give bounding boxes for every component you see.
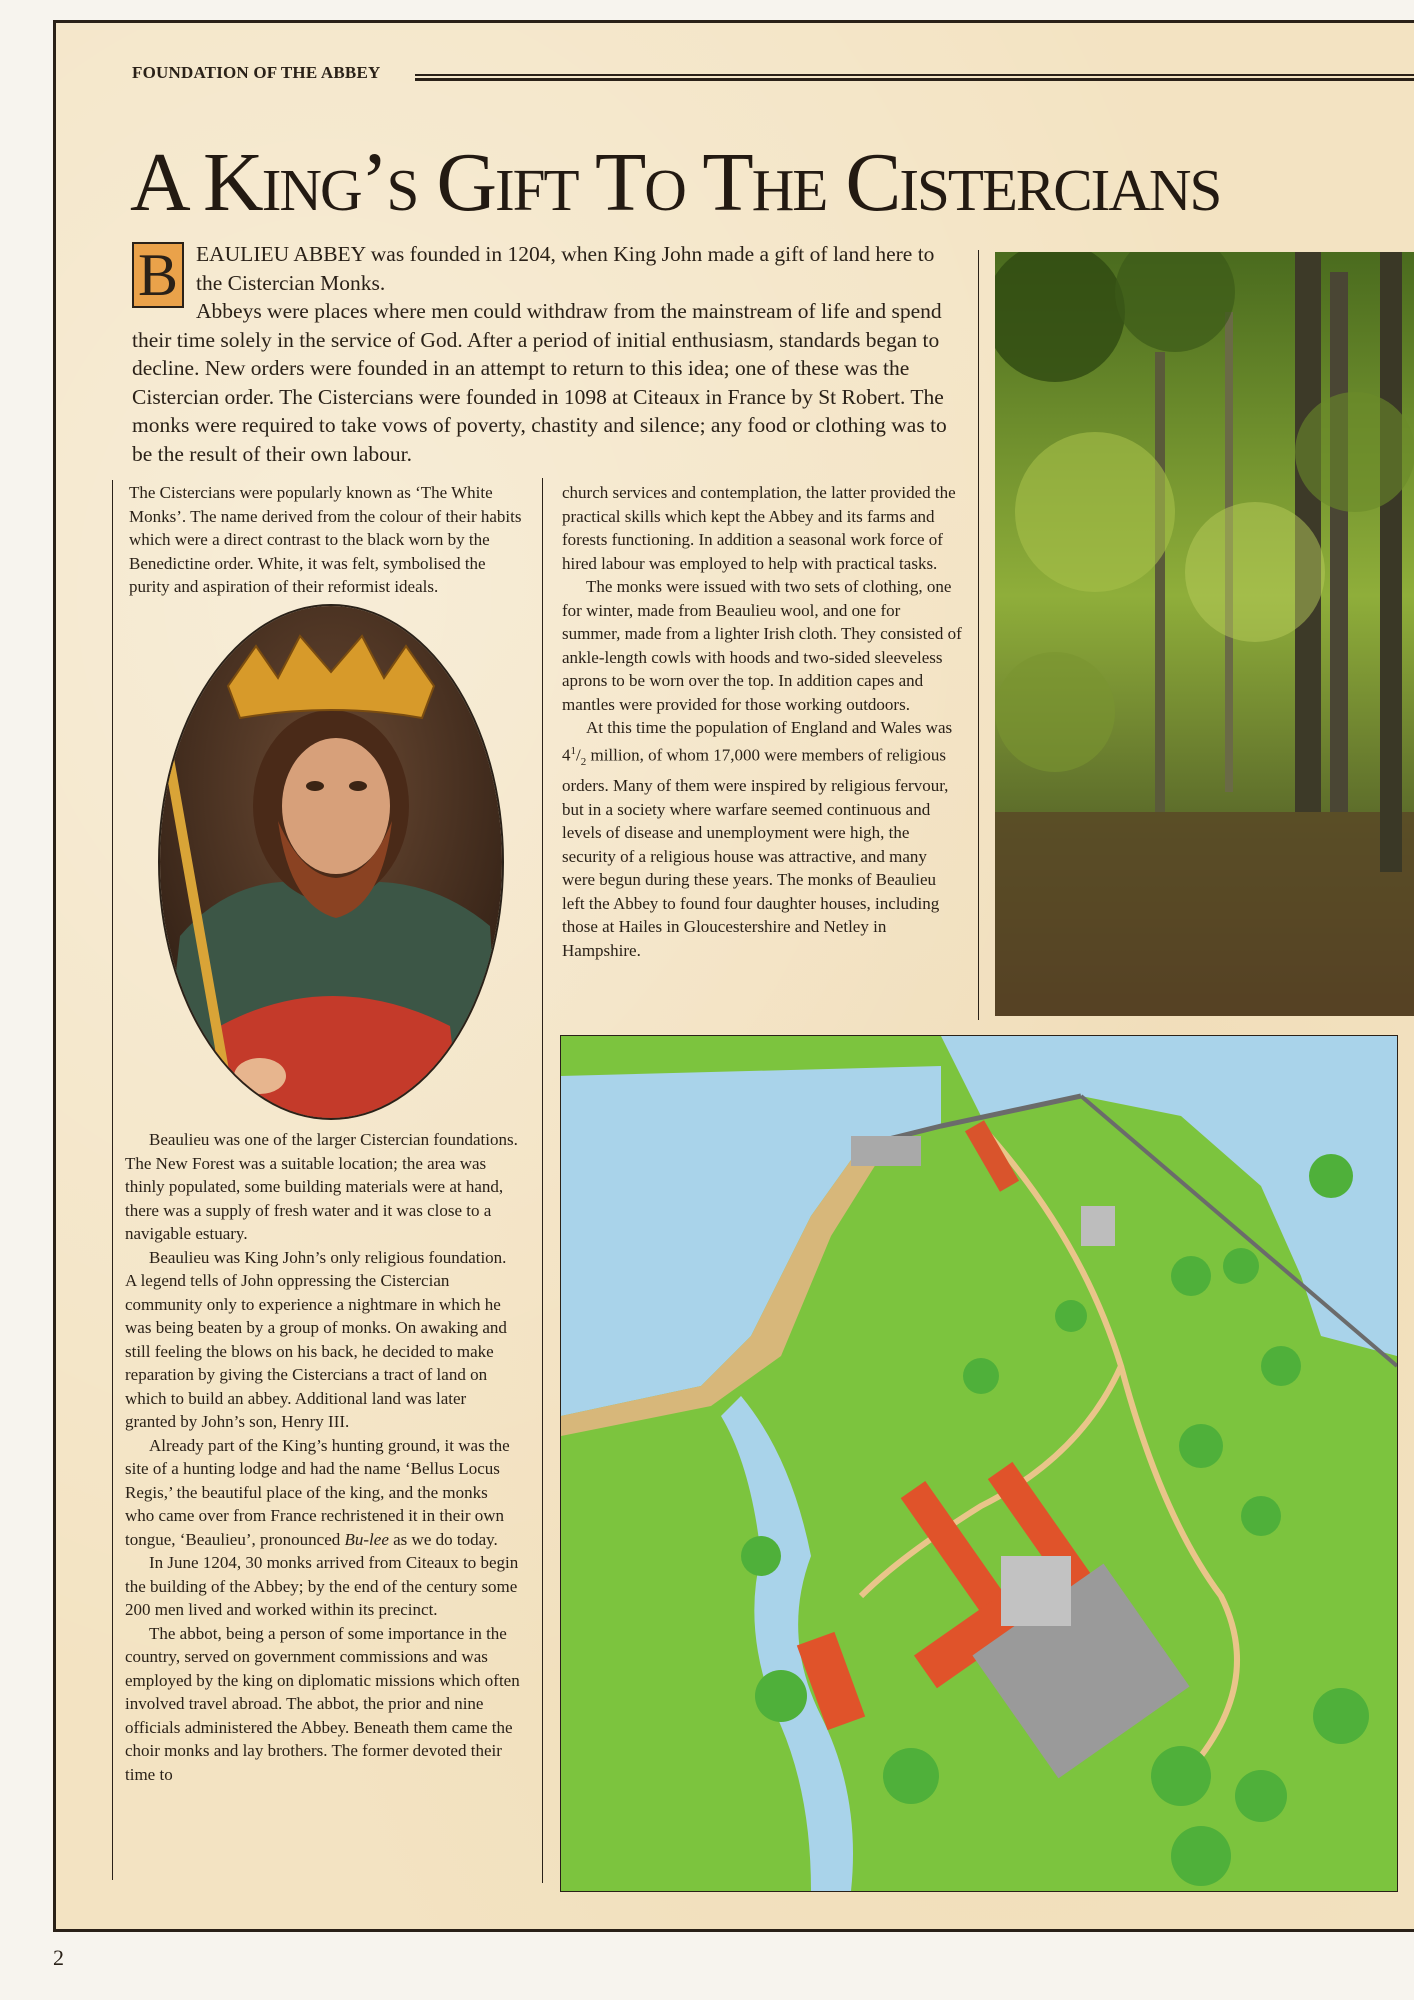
body-paragraph: Beaulieu was one of the larger Cistercian foundations. The New Forest was a suitable location; the area was thinly populated, some building materials were at hand, there was a supply of fresh water and it was close to a navigable estuary. xyxy=(125,1130,518,1243)
column-divider-middle xyxy=(542,478,543,1883)
forest-image xyxy=(995,252,1414,1016)
middle-column xyxy=(562,481,962,962)
body-paragraph: The abbot, being a person of some importance in the country, served on government commissions and was employed by the king on diplomatic missions which often involved travel abroad. The abbot, the prior and nine officials administered the Abbey. Beneath them came the choir monks and lay brothers. The former devoted their time to xyxy=(125,1623,520,1784)
body-paragraph: In June 1204, 30 monks arrived from Citeaux to begin the building of the Abbey; by the end of the century some 200 men lived and worked within its precinct. xyxy=(125,1553,519,1619)
section-label: FOUNDATION OF THE ABBEY xyxy=(132,63,381,82)
left-column-top xyxy=(129,481,524,599)
portrait-image xyxy=(160,606,502,1118)
column-divider-right xyxy=(978,250,979,1020)
section-rule xyxy=(415,74,1414,81)
body-paragraph: At this time the population of England and Wales was $4^1/_2$ million, of whom 17,000 were members of religious orders. Many of them were inspired by religious fervour, but in a society where warfare seemed continuous and levels of disease and unemployment were high, the security of a religious house was attractive, and many were begun during these years. The monks of Beaulieu left the Abbey to found four daughter houses, including those at Hailes in Gloucestershire and Netley in Hampshire. xyxy=(562,718,953,960)
lead-paragraph xyxy=(132,240,962,468)
body-paragraph: Beaulieu was King John’s only religious foundation. A legend tells of John oppressing the Cistercian community only to experience a nightmare in which he was being beaten by a group of monks. On awaking and still feeling the blows on his back, he decided to make reparation by giving the Cistercians a tract of land on which to build an abbey. Additional land was later granted by John’s son, Henry III. xyxy=(125,1247,507,1431)
body-paragraph: church services and contemplation, the latter provided the practical skills which kept the Abbey and its farms and forests functioning. In addition a seasonal work force of hired labour was employed to help with practical tasks. xyxy=(562,483,956,573)
abbey-site-illustration xyxy=(560,1035,1398,1892)
king-john-portrait xyxy=(158,604,504,1120)
body-paragraph: The monks were issued with two sets of clothing, one for winter, made from Beaulieu wool, and one for summer, made from a lighter Irish cloth. They consisted of ankle-length cowls with hoods and two-sided sleeveless aprons to be worn over the top. In addition capes and mantles were provided for those working outdoors. xyxy=(562,577,962,714)
page-number: 2 xyxy=(53,1945,64,1970)
column-divider-left xyxy=(112,480,113,1880)
body-paragraph: The Cistercians were popularly known as ‘The White Monks’. The name derived from the colour of their habits which were a direct contrast to the black worn by the Benedictine order. White, it was felt, symbolised the purity and aspiration of their reformist ideals. xyxy=(129,483,522,596)
page-title: A King’s Gift To The Cistercians xyxy=(130,136,1221,229)
body-paragraph: Already part of the King’s hunting ground, it was the site of a hunting lodge and had the name ‘Bellus Locus Regis,’ the beautiful place of the king, and the monks who came over from France rechristened it in their own tongue, ‘Beaulieu’, pronounced Bu-lee as we do today. xyxy=(125,1435,510,1549)
left-column-bottom xyxy=(125,1128,520,1786)
lead-second-para: Abbeys were places where men could withdraw from the mainstream of life and spend their time solely in the service of God. After a period of initial enthusiasm, standards began to decline. New orders were founded in an attempt to return to this idea; one of these was the Cistercian order. The Cistercians were founded in 1098 at Citeaux in France by St Robert. The monks were required to take vows of poverty, chastity and silence; any food or clothing was to be the result of their own labour. xyxy=(132,299,947,466)
forest-photo xyxy=(995,252,1414,1016)
dropcap: B xyxy=(132,242,184,308)
lead-first-para: EAULIEU ABBEY was founded in 1204, when King John made a gift of land here to the Cistercian Monks. xyxy=(196,242,935,295)
abbey-map-image xyxy=(561,1036,1397,1891)
